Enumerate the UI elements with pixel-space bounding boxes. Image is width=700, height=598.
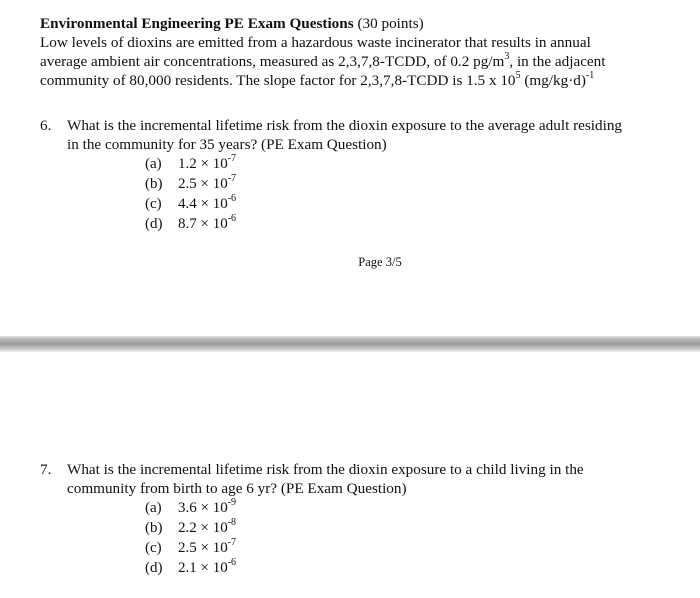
answer-options [40,154,700,234]
intro-line-2-text: average ambient air concentrations, measured as 2,3,7,8-TCDD, of 0.2 pg/m [40,53,505,70]
option-label: (d) [145,216,163,232]
option-label: (b) [145,176,163,192]
intro-line-2-tail: , in the adjacent [509,53,606,70]
page-separator [0,336,700,352]
superscript: 5 [515,69,521,81]
option-exponent: -8 [227,517,237,528]
option-value: 4.4 × 10 [178,196,228,212]
option-value: 2.1 × 10 [178,560,228,576]
answer-option-a[interactable] [145,154,700,174]
option-label: (d) [145,560,163,576]
option-exponent: -7 [227,153,237,164]
question-text-continued: in the community for 35 years? (PE Exam Question) [67,136,387,153]
option-label: (a) [145,500,162,516]
answer-option-d[interactable] [145,558,700,578]
question-6 [40,116,700,234]
answer-option-d[interactable] [145,214,700,234]
question-number: 7. [40,461,52,478]
superscript: 3 [504,50,510,62]
option-exponent: -6 [227,213,237,224]
intro-line-3 [40,71,700,90]
option-exponent: -6 [227,557,237,568]
option-label: (c) [145,196,162,212]
question-7 [40,460,700,578]
page-number: Page 3/5 [358,255,402,269]
question-line [40,116,700,135]
answer-option-c[interactable] [145,194,700,214]
exam-points: (30 points) [357,15,424,32]
answer-options [40,498,700,578]
question-text-continued: community from birth to age 6 yr? (PE Exam Question) [67,480,407,497]
option-value: 2.5 × 10 [178,540,228,556]
intro-line-1: Low levels of dioxins are emitted from a hazardous waste incinerator that results in annual [40,34,591,51]
page-lower [0,352,700,598]
question-number: 6. [40,117,52,134]
option-value: 3.6 × 10 [178,500,228,516]
question-text: What is the incremental lifetime risk from the dioxin exposure to the average adult residing [67,117,623,134]
option-label: (c) [145,540,162,556]
option-value: 2.2 × 10 [178,520,228,536]
option-exponent: -6 [227,193,237,204]
answer-option-a[interactable] [145,498,700,518]
option-value: 8.7 × 10 [178,216,228,232]
answer-option-b[interactable] [145,518,700,538]
intro-heading-line [40,14,700,33]
exam-title: Environmental Engineering PE Exam Questions [40,15,354,32]
superscript: -1 [585,69,595,81]
intro-line-2 [40,52,700,71]
option-label: (a) [145,156,162,172]
option-exponent: -9 [227,497,237,508]
intro-line-3-unit: (mg/kg·d) [520,72,586,89]
intro-paragraph [40,14,700,90]
option-value: 2.5 × 10 [178,176,228,192]
question-text: What is the incremental lifetime risk from the dioxin exposure to a child living in the [67,461,584,478]
intro-line-3-text: community of 80,000 residents. The slope factor for 2,3,7,8-TCDD is 1.5 x 10 [40,72,516,89]
option-exponent: -7 [227,173,237,184]
option-label: (b) [145,520,163,536]
option-value: 1.2 × 10 [178,156,228,172]
answer-option-c[interactable] [145,538,700,558]
option-exponent: -7 [227,537,237,548]
answer-option-b[interactable] [145,174,700,194]
question-line [40,460,700,479]
